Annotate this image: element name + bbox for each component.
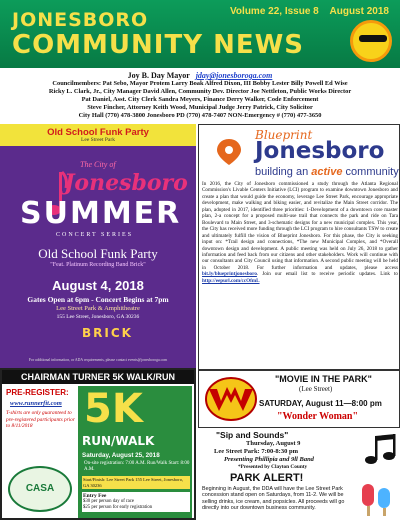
5k-register-link[interactable]: www.runnerfit.com [10,400,62,407]
funk-jonesboro: Jonesboro [64,170,188,196]
blueprint-script: Blueprint [255,128,313,142]
tagline-post: community [345,166,399,178]
park-alert [198,472,400,520]
sip-title: "Sip and Sounds" [216,430,289,440]
sip-date: Thursday, August 9 [246,440,301,447]
blueprint-body [202,181,398,284]
staff-line-4: Steve Fincher, Attorney Keith Wood, Municipal Judge Jerry Patrick, City Solicitor [87,104,313,111]
masthead-title: COMMUNITY NEWS [12,30,305,60]
5k-runwalk: RUN/WALK [82,434,155,448]
movie-location: (Lee Street) [299,385,333,393]
sunglasses-icon [359,35,387,42]
blueprint-body-text: In 2016, the City of Jonesboro commissioned a study through the Atlanta Regional Commission's Livable Centers Initiative (LCI) program to examine downtown Jonesboro and create a plan that would guide the economy, leverage Lee Street Park, encourage appropriate development, make walking and biking easier, and revitalize the Main Street corridor. The plan, adopted in 2017, identified three priorities: 1-Development of a downtown core master plan, 2-a concept for a proposed multi-use trail that connects the park and ride on Tara Boulevard to Main Street, and 3-schematic designs for a new municipal complex. This year, the City has received more funding through the LCI program to hire consultants TSW to create and ultimately fulfill the vision of Blueprint Jonesboro. For this phase, the City is seeking input on: *Trail design and connections, *The new Municipal Complex, and *Overall downtown design and development. A public meeting was held on July 26, 2018 to gather information and feed back from our citizens and other stakeholders. Work will continue with our consultants and City Council using that information. A second public meeting will be held in October 2018. For further information and updates, please access [202,181,398,271]
5k-fee-1: $30 per person day of race [83,499,135,504]
blueprint-article [198,124,400,370]
staff-directory [0,68,400,123]
sip-location: Lee Street Park: 7:00-8:30 pm [214,448,298,455]
casa-text: CASA [25,483,55,494]
volume: Volume 22, Issue 8 [230,6,319,17]
mayor-email-link[interactable]: jday@jonesboroga.com [195,71,273,80]
5k-fee-title: Entry Fee [83,493,107,499]
funk-header: Old School Funk Party [0,124,196,146]
blueprint-tagline [255,166,399,178]
5k-tshirt-note: T-shirts are only guaranteed to pre-registered participants prior to 8/11/2018 [6,410,75,430]
5k-registration-times: On-site registration: 7:00 A.M. Run/Walk Start: 8:00 A.M. [84,461,190,472]
funk-city: The City of [80,160,116,169]
sip-presenting: Presenting Phillipia and 9ll Band [224,456,314,463]
tagline-pre: building an [255,166,309,178]
mayor-name: Joy B. Day Mayor [127,71,190,80]
staff-line-1: Councilmembers: Pat Sebo, Mayor Protem Larry Boak Alfred Dixon, III Bobby Lester Billy Powell Ed Wise [52,80,348,87]
funk-address: 155 Lee Street, Jonesboro, GA 30236 [56,314,140,320]
staff-line-5: City Hall (770) 478-3800 Jonesboro PD (770) 478-7407 NON-Emergency # (770) 477-3650 [78,112,322,119]
5k-fees [82,492,190,512]
park-title: PARK ALERT! [230,472,304,484]
funk-venue: Lee Street Park & Amphitheatre [56,305,140,312]
sun-icon [350,20,392,62]
funk-header-location: Lee Street Park [81,137,115,143]
email-list-link[interactable]: http://eepurl.com/ccOfmL [202,277,260,284]
map-pin-icon [207,137,251,167]
5k-preregister: PRE-REGISTER: [6,388,69,397]
movie-title: "MOVIE IN THE PARK" [275,374,372,384]
brick-band-logo: BRICK [82,326,133,340]
park-text: Beginning in August, the DDA will have the Lee Street Park concession stand open on Saturdays, from 11-2. We will be selling drinks, ice cream, and popsicles. All proceeds will go directly into our downtown business community. [202,486,345,512]
funk-disclaimer: For additional information, or ADA requirements, please contact events@jonesboroga.com [28,358,168,362]
tagline-word: active [311,166,343,178]
5k-header: CHAIRMAN TURNER 5K WALK/RUN [2,370,194,384]
issue-info [230,6,389,17]
5k-date: Saturday, August 25, 2018 [82,452,160,459]
5k-start: Start/Finish: Lee Street Park 155 Lee Street, Jonesboro, GA 30236 [82,476,190,489]
funk-party-flyer [0,124,196,368]
5k-flyer [0,368,196,520]
movie-film: "Wonder Woman" [277,411,359,422]
funk-gates: Gates Open at 6pm - Concert Begins at 7pm [27,295,169,304]
movie-in-park [198,370,400,428]
staff-line-2: Ricky L. Clark, Jr., City Manager David Allen, Community Dev. Director Joe Nettleton, Public Works Director [48,88,352,95]
funk-date: August 4, 2018 [52,278,144,293]
sip-and-sounds [198,428,400,472]
popsicle-icon [358,480,396,518]
music-notes-icon [364,432,396,466]
casa-logo [8,466,72,512]
masthead [0,0,400,68]
funk-summer: SUMMER [20,196,182,231]
5k-big: 5K [84,386,143,432]
funk-series: CONCERT SERIES [56,232,134,238]
blueprint-title: Jonesboro [255,138,385,164]
funk-featuring: "Feat. Platinum Recording Band Brick" [50,262,146,268]
blueprint-body-mid: . Join our email list to receive periodic updates. Link to [256,271,398,278]
sip-sponsor: *Presented by Clayton County [238,464,308,470]
wonder-woman-logo-icon [205,377,257,421]
movie-when: SATURDAY, August 11—8:00 pm [259,399,382,408]
staff-line-3: Pat Daniel, Asst. City Clerk Sandra Meyers, Finance Derry Walker, Code Enforcement [81,96,319,103]
masthead-city: JONESBORO [12,9,149,31]
funk-event: Old School Funk Party [38,246,158,261]
5k-fee-2: $25 per person for early registration [83,505,153,510]
issue-date: August 2018 [329,6,389,17]
mayor-line [0,72,400,80]
blueprint-link[interactable]: bit.ly/blueprintjonesboro [202,271,257,278]
